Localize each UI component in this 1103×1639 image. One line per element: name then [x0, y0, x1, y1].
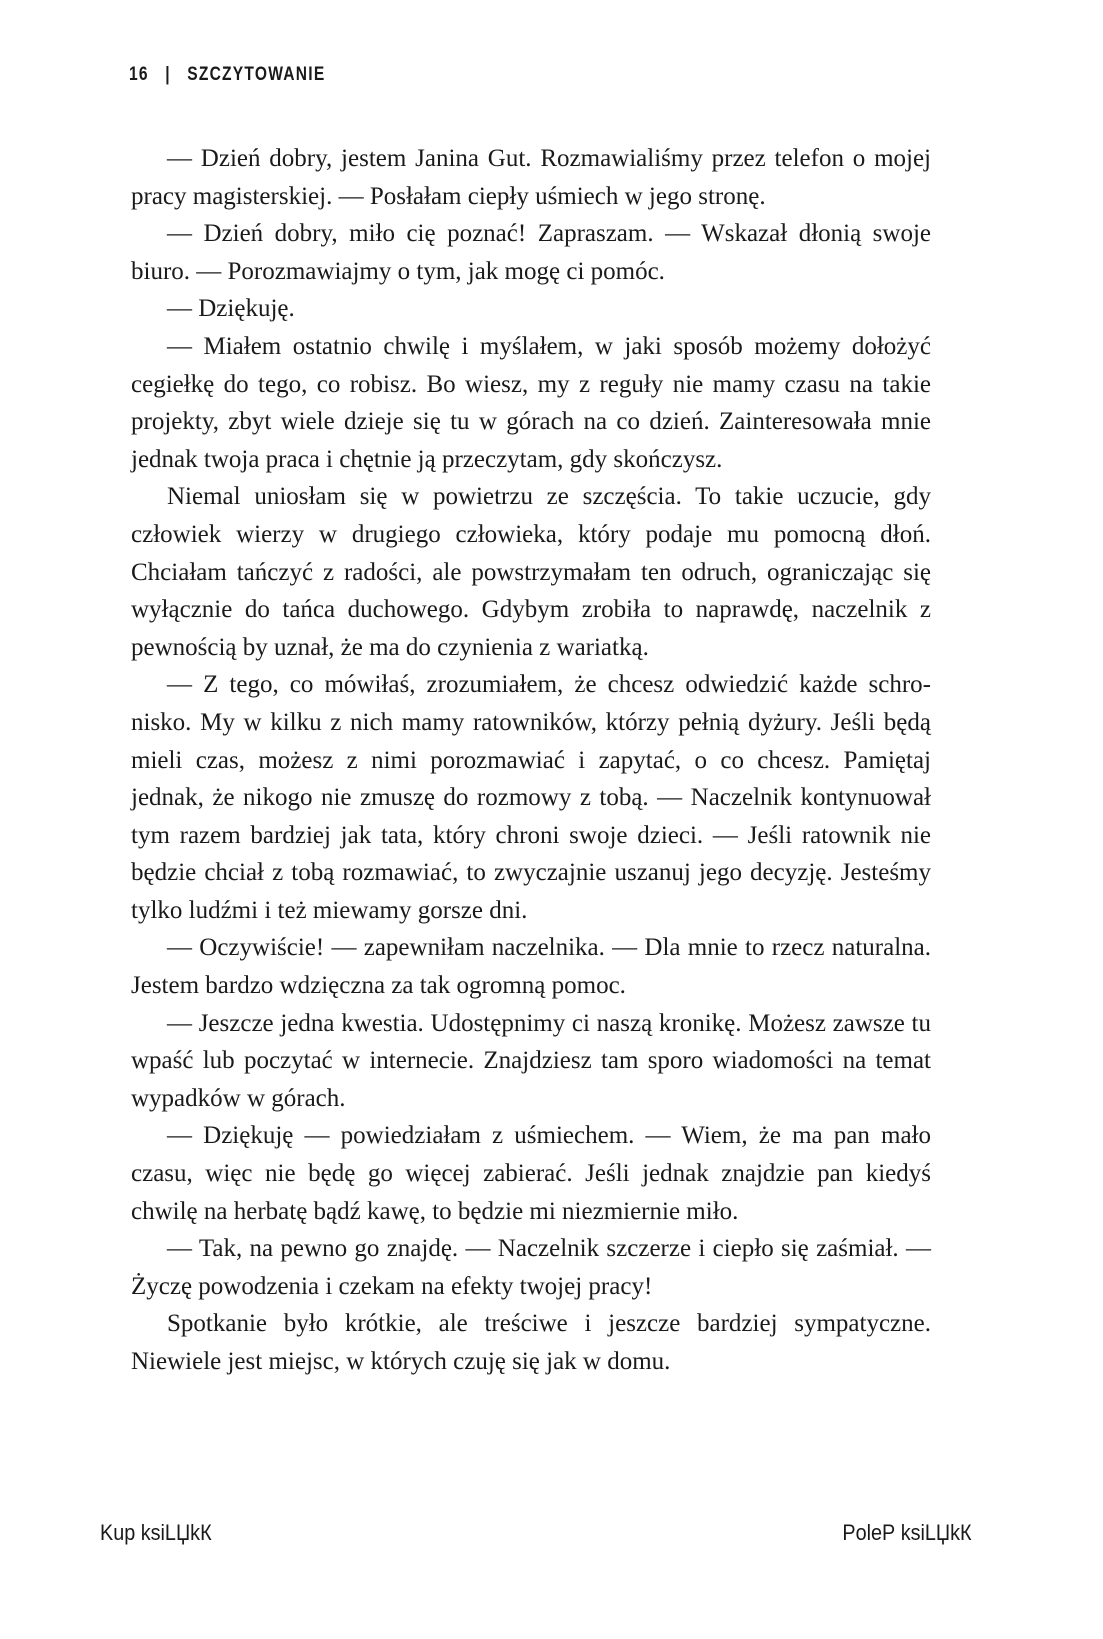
paragraph: — Z tego, co mówiłaś, zrozumiałem, że chcesz odwiedzić każde schronisko. My w kilku z nich mamy ratowników, którzy pełnią dyżury. Jeśli będą mieli czas, możesz z nimi porozmawiać i zapytać, o co chcesz. Pamiętaj jednak, że nikogo nie zmuszę do rozmowy z tobą. — Naczelnik kontynuował tym razem bardziej jak tata, który chroni swoje dzieci. — Jeśli ratownik nie będzie chciał z tobą rozmawiać, to zwyczajnie uszanuj jego decyzję. Jesteśmy tylko ludźmi i też miewamy gorsze dni.: [131, 671, 931, 924]
paragraph: — Dziękuję — powiedziałam z uśmiechem. — Wiem, że ma pan mało czasu, więc nie będę go więcej zabierać. Jeśli jednak znajdzie pan kiedyś chwilę na herbatę bądź kawę, to będzie mi niezmiernie miło.: [131, 1122, 931, 1225]
paragraph: — Dzień dobry, miło cię poznać! Zapraszam. — Wskazał dłonią swoje biuro. — Porozmawiajmy o tym, jak mogę ci pomóc.: [131, 220, 931, 285]
paragraph: — Dzień dobry, jestem Janina Gut. Rozmawialiśmy przez telefon o mojej pracy magisterskiej. — Posłałam ciepły uśmiech w jego stronę.: [131, 145, 931, 210]
section-title: SZCZYTOWANIE: [187, 64, 326, 85]
body-text: [131, 140, 931, 1381]
header-separator: |: [165, 64, 171, 85]
paragraph: — Tak, na pewno go znajdę. — Naczelnik szczerze i ciepło się zaśmiał. — Życzę powodzenia i czekam na efekty twojej pracy!: [131, 1235, 931, 1300]
paragraph: Niemal uniosłam się w powietrzu ze szczęścia. To takie uczucie, gdy człowiek wierzy w drugiego człowieka, który podaje mu pomocną dłoń. Chciałam tańczyć z radości, ale powstrzymałam ten odruch, ograniczając się wyłącznie do tańca duchowego. Gdybym zrobiła to naprawdę, naczelnik z pewnością by uznał, że ma do czynienia z wariatką.: [131, 483, 931, 661]
running-head: [129, 64, 325, 86]
paragraph: — Miałem ostatnio chwilę i myślałem, w jaki sposób możemy dołożyć cegiełkę do tego, co robisz. Bo wiesz, my z reguły nie mamy czasu na takie projekty, zbyt wiele dzieje się tu w górach na co dzień. Zainteresowała mnie jednak twoja praca i chętnie ją przeczytam, gdy skończysz.: [131, 332, 931, 473]
paragraph: — Oczywiście! — zapewniłam naczelnika. — Dla mnie to rzecz naturalna. Jestem bardzo wdzięczna za tak ogromną pomoc.: [131, 934, 931, 1000]
buy-book-link[interactable]: Kup ksiLЏkК: [100, 1520, 212, 1545]
paragraph: — Jeszcze jedna kwestia. Udostępnimy ci naszą kronikę. Możesz zawsze tu wpaść lub poczytać w internecie. Znajdziesz tam sporo wiadomości na temat wypadków w górach.: [131, 1009, 931, 1112]
page-number: 16: [129, 64, 149, 85]
recommend-book-link[interactable]: PoleР ksiLЏkК: [842, 1520, 972, 1545]
paragraph: — Dziękuję.: [167, 295, 295, 323]
paragraph: Spotkanie było krótkie, ale treściwe i jeszcze bardziej sympatyczne. Niewiele jest miejsc, w których czuję się jak w domu.: [131, 1310, 931, 1375]
